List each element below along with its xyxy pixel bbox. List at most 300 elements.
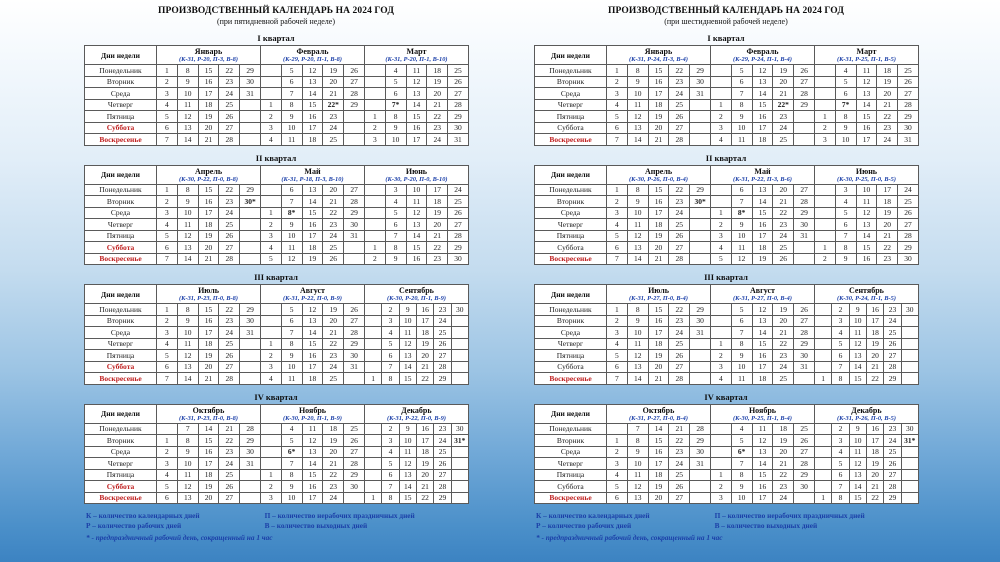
day-cell: 21 bbox=[416, 481, 433, 493]
empty-day-cell bbox=[344, 111, 365, 123]
day-cell: 19 bbox=[866, 338, 883, 350]
day-cell: 18 bbox=[427, 65, 448, 77]
day-cell: 14 bbox=[627, 253, 648, 265]
weekday-label-cell: Вторник bbox=[85, 76, 157, 88]
day-cell: 16 bbox=[648, 315, 669, 327]
weekday-row bbox=[85, 184, 469, 196]
empty-day-cell bbox=[710, 327, 731, 339]
day-cell: 3 bbox=[832, 315, 849, 327]
weekday-row bbox=[535, 88, 919, 100]
day-cell: 26 bbox=[219, 230, 240, 242]
day-cell: 3 bbox=[710, 492, 731, 504]
days-header-cell: Дни недели bbox=[85, 46, 157, 65]
day-cell: 24 bbox=[219, 207, 240, 219]
day-cell: 27 bbox=[344, 184, 365, 196]
day-cell: 16 bbox=[302, 481, 323, 493]
day-cell: 8 bbox=[177, 304, 198, 316]
empty-day-cell bbox=[364, 338, 381, 350]
day-cell: 12 bbox=[281, 253, 302, 265]
day-cell: 31 bbox=[690, 458, 711, 470]
day-cell: 15 bbox=[302, 469, 323, 481]
calendar-panel-six-day bbox=[534, 6, 918, 542]
day-cell: 16 bbox=[198, 315, 219, 327]
day-cell: 5 bbox=[731, 435, 752, 447]
empty-day-cell bbox=[814, 481, 831, 493]
day-cell: 20 bbox=[773, 315, 794, 327]
day-cell: 17 bbox=[302, 361, 323, 373]
day-cell: 14 bbox=[627, 134, 648, 146]
weekday-label-cell: Суббота bbox=[85, 242, 157, 254]
empty-day-cell bbox=[240, 373, 261, 385]
day-cell: 12 bbox=[627, 350, 648, 362]
day-cell: 22 bbox=[427, 111, 448, 123]
day-cell: 14 bbox=[849, 481, 866, 493]
day-cell: 23 bbox=[427, 253, 448, 265]
day-cell: 13 bbox=[856, 219, 877, 231]
day-cell: 9 bbox=[627, 315, 648, 327]
weekday-label-cell: Воскресенье bbox=[535, 492, 607, 504]
legend-item-r: Р – количество рабочих дней bbox=[536, 521, 632, 530]
day-cell: 18 bbox=[198, 219, 219, 231]
weekday-row bbox=[535, 184, 919, 196]
day-cell: 13 bbox=[849, 469, 866, 481]
quarter-section bbox=[84, 33, 468, 146]
weekday-label-cell: Понедельник bbox=[85, 423, 157, 435]
quarter-title: IV квартал bbox=[254, 391, 298, 402]
day-cell: 15 bbox=[198, 435, 219, 447]
empty-day-cell bbox=[364, 65, 385, 77]
weekday-label-cell: Суббота bbox=[535, 361, 607, 373]
day-cell: 11 bbox=[856, 196, 877, 208]
day-cell: 20 bbox=[198, 492, 219, 504]
day-cell: 6* bbox=[281, 446, 302, 458]
day-cell: 1 bbox=[814, 111, 835, 123]
day-cell: 15 bbox=[752, 338, 773, 350]
empty-day-cell bbox=[814, 458, 831, 470]
day-cell: 25 bbox=[773, 373, 794, 385]
day-cell: 23 bbox=[669, 446, 690, 458]
empty-day-cell bbox=[240, 134, 261, 146]
day-cell: 28 bbox=[434, 361, 451, 373]
day-cell: 29 bbox=[884, 492, 901, 504]
empty-day-cell bbox=[240, 481, 261, 493]
day-cell: 24 bbox=[898, 184, 919, 196]
day-cell: 23 bbox=[434, 304, 451, 316]
day-cell: 20 bbox=[323, 184, 344, 196]
day-cell: 13 bbox=[627, 361, 648, 373]
day-cell: 25 bbox=[219, 219, 240, 231]
day-cell: 30 bbox=[240, 446, 261, 458]
weekday-label-cell: Среда bbox=[535, 88, 607, 100]
month-stats: (К-30, Р-25, П-1, В-4) bbox=[732, 414, 792, 422]
day-cell: 25 bbox=[773, 242, 794, 254]
empty-day-cell bbox=[240, 361, 261, 373]
day-cell: 24 bbox=[219, 88, 240, 100]
quarter-table bbox=[84, 404, 469, 505]
empty-day-cell bbox=[814, 361, 831, 373]
quarter-title: I квартал bbox=[707, 33, 745, 43]
empty-day-cell bbox=[901, 315, 918, 327]
day-cell: 1 bbox=[364, 242, 385, 254]
day-cell: 16 bbox=[198, 446, 219, 458]
month-name: Апрель bbox=[644, 166, 673, 176]
day-cell: 13 bbox=[849, 350, 866, 362]
day-cell: 7 bbox=[607, 373, 628, 385]
days-header-cell: Дни недели bbox=[535, 285, 607, 304]
empty-day-cell bbox=[364, 327, 381, 339]
day-cell: 27 bbox=[794, 76, 815, 88]
day-cell: 11 bbox=[731, 373, 752, 385]
day-cell: 15 bbox=[406, 111, 427, 123]
day-cell: 12 bbox=[752, 304, 773, 316]
empty-day-cell bbox=[901, 492, 918, 504]
day-cell: 24 bbox=[434, 315, 451, 327]
day-cell: 22 bbox=[877, 111, 898, 123]
day-cell: 6 bbox=[281, 76, 302, 88]
empty-day-cell bbox=[260, 423, 281, 435]
weekday-label-cell: Суббота bbox=[85, 361, 157, 373]
day-cell: 6 bbox=[157, 242, 178, 254]
day-cell: 1 bbox=[607, 65, 628, 77]
day-cell: 5 bbox=[281, 304, 302, 316]
quarter-section bbox=[534, 153, 918, 266]
day-cell: 18 bbox=[198, 99, 219, 111]
empty-day-cell bbox=[710, 435, 731, 447]
day-cell: 14 bbox=[302, 458, 323, 470]
day-cell: 30 bbox=[448, 122, 469, 134]
day-cell: 23 bbox=[323, 481, 344, 493]
day-cell: 13 bbox=[752, 315, 773, 327]
empty-day-cell bbox=[451, 350, 468, 362]
day-cell: 19 bbox=[427, 207, 448, 219]
month-stats: (К-29, Р-20, П-1, В-8) bbox=[282, 56, 342, 63]
day-cell: 15 bbox=[648, 184, 669, 196]
day-cell: 13 bbox=[627, 242, 648, 254]
day-cell: 23 bbox=[434, 423, 451, 435]
weekday-row bbox=[535, 111, 919, 123]
empty-day-cell bbox=[451, 361, 468, 373]
day-cell: 3 bbox=[710, 361, 731, 373]
day-cell: 6* bbox=[731, 446, 752, 458]
month-name: Июль bbox=[198, 286, 219, 295]
day-cell: 28 bbox=[669, 134, 690, 146]
empty-day-cell bbox=[364, 423, 381, 435]
day-cell: 16 bbox=[302, 219, 323, 231]
empty-day-cell bbox=[240, 122, 261, 134]
month-stats: (К-31, Р-27, П-0, В-4) bbox=[628, 414, 688, 422]
day-cell: 12 bbox=[849, 458, 866, 470]
day-cell: 22 bbox=[773, 338, 794, 350]
day-cell: 7 bbox=[382, 481, 399, 493]
day-cell: 31 bbox=[794, 230, 815, 242]
day-cell: 5 bbox=[731, 304, 752, 316]
day-cell: 28 bbox=[669, 373, 690, 385]
weekday-label-cell: Вторник bbox=[85, 196, 157, 208]
day-cell: 1 bbox=[260, 207, 281, 219]
day-cell: 13 bbox=[627, 122, 648, 134]
empty-day-cell bbox=[901, 327, 918, 339]
day-cell: 10 bbox=[731, 230, 752, 242]
weekday-label-cell: Суббота bbox=[535, 242, 607, 254]
day-cell: 7 bbox=[157, 134, 178, 146]
day-cell: 16 bbox=[752, 219, 773, 231]
day-cell: 18 bbox=[302, 242, 323, 254]
month-header-cell bbox=[607, 285, 711, 304]
weekday-label-cell: Воскресенье bbox=[535, 134, 607, 146]
day-cell: 27 bbox=[448, 219, 469, 231]
day-cell: 9 bbox=[627, 446, 648, 458]
day-cell: 21 bbox=[323, 196, 344, 208]
day-cell: 24 bbox=[427, 134, 448, 146]
day-cell: 8 bbox=[835, 111, 856, 123]
day-cell: 19 bbox=[198, 350, 219, 362]
day-cell: 8* bbox=[731, 207, 752, 219]
day-cell: 6 bbox=[607, 122, 628, 134]
day-cell: 16 bbox=[416, 423, 433, 435]
legend-item-p: П – количество нерабочих праздничных дней bbox=[714, 511, 865, 520]
day-cell: 9 bbox=[281, 481, 302, 493]
day-cell: 30 bbox=[690, 76, 711, 88]
day-cell: 20 bbox=[648, 492, 669, 504]
day-cell: 10 bbox=[177, 207, 198, 219]
weekday-row bbox=[85, 230, 469, 242]
day-cell: 17 bbox=[648, 88, 669, 100]
day-cell: 8 bbox=[731, 99, 752, 111]
weekday-row bbox=[85, 458, 469, 470]
month-header-cell bbox=[814, 165, 918, 184]
empty-day-cell bbox=[710, 196, 731, 208]
day-cell: 17 bbox=[856, 134, 877, 146]
weekday-row bbox=[85, 446, 469, 458]
legend-item-v: В – количество выходных дней bbox=[264, 521, 368, 530]
day-cell: 5 bbox=[607, 350, 628, 362]
weekday-label-cell: Четверг bbox=[85, 99, 157, 111]
day-cell: 14 bbox=[752, 88, 773, 100]
day-cell: 13 bbox=[752, 446, 773, 458]
day-cell: 11 bbox=[281, 242, 302, 254]
day-cell: 29 bbox=[898, 242, 919, 254]
day-cell: 6 bbox=[382, 469, 399, 481]
weekday-label-cell: Среда bbox=[535, 207, 607, 219]
day-cell: 1 bbox=[814, 373, 831, 385]
weekday-row bbox=[85, 253, 469, 265]
day-cell: 24 bbox=[669, 207, 690, 219]
day-cell: 21 bbox=[198, 134, 219, 146]
empty-day-cell bbox=[260, 304, 281, 316]
day-cell: 5 bbox=[731, 65, 752, 77]
day-cell: 12 bbox=[752, 435, 773, 447]
day-cell: 15 bbox=[752, 207, 773, 219]
day-cell: 24 bbox=[669, 327, 690, 339]
empty-day-cell bbox=[901, 481, 918, 493]
day-cell: 5 bbox=[607, 111, 628, 123]
empty-day-cell bbox=[710, 65, 731, 77]
day-cell: 26 bbox=[448, 76, 469, 88]
day-cell: 10 bbox=[177, 458, 198, 470]
day-cell: 27 bbox=[434, 469, 451, 481]
day-cell: 29 bbox=[448, 242, 469, 254]
day-cell: 3 bbox=[260, 230, 281, 242]
day-cell: 25 bbox=[434, 327, 451, 339]
day-cell: 3 bbox=[814, 134, 835, 146]
quarter-table bbox=[84, 165, 469, 266]
day-cell: 16 bbox=[866, 304, 883, 316]
legend-item-v: В – количество выходных дней bbox=[714, 521, 818, 530]
day-cell: 12 bbox=[302, 435, 323, 447]
day-cell: 7 bbox=[832, 481, 849, 493]
day-cell: 1 bbox=[607, 435, 628, 447]
weekday-row bbox=[85, 134, 469, 146]
day-cell: 25 bbox=[219, 469, 240, 481]
day-cell: 24 bbox=[877, 134, 898, 146]
day-cell: 28 bbox=[219, 253, 240, 265]
day-cell: 15 bbox=[198, 65, 219, 77]
day-cell: 21 bbox=[219, 423, 240, 435]
empty-day-cell bbox=[240, 207, 261, 219]
day-cell: 27 bbox=[219, 492, 240, 504]
empty-day-cell bbox=[364, 361, 381, 373]
day-cell: 2 bbox=[832, 423, 849, 435]
day-cell: 21 bbox=[866, 361, 883, 373]
day-cell: 21 bbox=[198, 373, 219, 385]
day-cell: 20 bbox=[323, 446, 344, 458]
day-cell: 18 bbox=[866, 446, 883, 458]
weekday-row bbox=[85, 111, 469, 123]
day-cell: 30 bbox=[448, 253, 469, 265]
day-cell: 5 bbox=[281, 65, 302, 77]
empty-day-cell bbox=[814, 207, 835, 219]
day-cell: 9 bbox=[399, 423, 416, 435]
weekday-row bbox=[85, 350, 469, 362]
day-cell: 25 bbox=[669, 469, 690, 481]
day-cell: 16 bbox=[856, 253, 877, 265]
day-cell: 14 bbox=[399, 361, 416, 373]
day-cell: 14 bbox=[177, 373, 198, 385]
weekday-label-cell: Воскресенье bbox=[535, 253, 607, 265]
day-cell: 10 bbox=[281, 361, 302, 373]
weekday-label-cell: Пятница bbox=[85, 469, 157, 481]
quarter-section bbox=[84, 153, 468, 266]
day-cell: 13 bbox=[302, 446, 323, 458]
day-cell: 28 bbox=[794, 327, 815, 339]
day-cell: 5 bbox=[382, 338, 399, 350]
day-cell: 10 bbox=[849, 315, 866, 327]
empty-day-cell bbox=[690, 230, 711, 242]
day-cell: 6 bbox=[731, 184, 752, 196]
legend-item-r: Р – количество рабочих дней bbox=[86, 521, 182, 530]
day-cell: 10 bbox=[731, 122, 752, 134]
day-cell: 6 bbox=[832, 469, 849, 481]
day-cell: 20 bbox=[323, 76, 344, 88]
day-cell: 29 bbox=[344, 99, 365, 111]
day-cell: 2 bbox=[157, 446, 178, 458]
day-cell: 9 bbox=[849, 423, 866, 435]
day-cell: 4 bbox=[832, 446, 849, 458]
day-cell: 15 bbox=[399, 492, 416, 504]
weekday-label-cell: Среда bbox=[85, 327, 157, 339]
day-cell: 26 bbox=[669, 111, 690, 123]
day-cell: 19 bbox=[877, 207, 898, 219]
weekday-row bbox=[535, 481, 919, 493]
empty-day-cell bbox=[364, 481, 381, 493]
month-name: Май bbox=[304, 166, 321, 176]
day-cell: 17 bbox=[198, 88, 219, 100]
weekday-row bbox=[535, 492, 919, 504]
day-cell: 28 bbox=[240, 423, 261, 435]
day-cell: 11 bbox=[849, 446, 866, 458]
day-cell: 17 bbox=[302, 230, 323, 242]
day-cell: 10 bbox=[281, 492, 302, 504]
day-cell: 12 bbox=[856, 207, 877, 219]
day-cell: 7 bbox=[281, 88, 302, 100]
month-header-cell bbox=[607, 165, 711, 184]
month-name: Январь bbox=[644, 47, 673, 56]
weekday-row bbox=[535, 373, 919, 385]
day-cell: 12 bbox=[731, 253, 752, 265]
empty-day-cell bbox=[901, 361, 918, 373]
day-cell: 24 bbox=[323, 122, 344, 134]
weekday-row bbox=[535, 304, 919, 316]
day-cell: 6 bbox=[157, 122, 178, 134]
day-cell: 3 bbox=[835, 184, 856, 196]
day-cell: 16 bbox=[416, 304, 433, 316]
day-cell: 8 bbox=[382, 373, 399, 385]
month-header-cell bbox=[260, 404, 364, 423]
day-cell: 9 bbox=[849, 304, 866, 316]
day-cell: 30* bbox=[690, 196, 711, 208]
day-cell: 12 bbox=[399, 458, 416, 470]
month-header-cell bbox=[607, 46, 711, 65]
empty-day-cell bbox=[344, 492, 365, 504]
weekday-row bbox=[85, 315, 469, 327]
empty-day-cell bbox=[814, 65, 835, 77]
day-cell: 26 bbox=[884, 458, 901, 470]
month-header-cell bbox=[364, 46, 468, 65]
weekday-row bbox=[535, 207, 919, 219]
day-cell: 27 bbox=[898, 219, 919, 231]
month-header-cell bbox=[364, 165, 468, 184]
day-cell: 13 bbox=[177, 242, 198, 254]
quarter-title: III квартал bbox=[704, 272, 748, 282]
day-cell: 1 bbox=[260, 99, 281, 111]
month-stats: (К-31, Р-20, П-3, В-8) bbox=[178, 56, 238, 63]
day-cell: 27 bbox=[219, 242, 240, 254]
day-cell: 23 bbox=[323, 350, 344, 362]
weekday-label-cell: Четверг bbox=[85, 219, 157, 231]
day-cell: 29 bbox=[690, 65, 711, 77]
day-cell: 21 bbox=[773, 196, 794, 208]
day-cell: 20 bbox=[773, 446, 794, 458]
day-cell: 22 bbox=[323, 469, 344, 481]
day-cell: 7 bbox=[281, 196, 302, 208]
empty-day-cell bbox=[901, 446, 918, 458]
day-cell: 27 bbox=[669, 242, 690, 254]
day-cell: 12 bbox=[752, 65, 773, 77]
month-name: Сентябрь bbox=[849, 286, 884, 295]
weekday-label-cell: Понедельник bbox=[535, 304, 607, 316]
month-name: Март bbox=[856, 47, 877, 56]
day-cell: 2 bbox=[157, 315, 178, 327]
day-cell: 7 bbox=[607, 134, 628, 146]
weekday-row bbox=[85, 481, 469, 493]
day-cell: 4 bbox=[260, 242, 281, 254]
day-cell: 5 bbox=[260, 253, 281, 265]
day-cell: 19 bbox=[323, 65, 344, 77]
day-cell: 29 bbox=[240, 435, 261, 447]
empty-day-cell bbox=[814, 196, 835, 208]
day-cell: 14 bbox=[302, 196, 323, 208]
day-cell: 1 bbox=[260, 338, 281, 350]
